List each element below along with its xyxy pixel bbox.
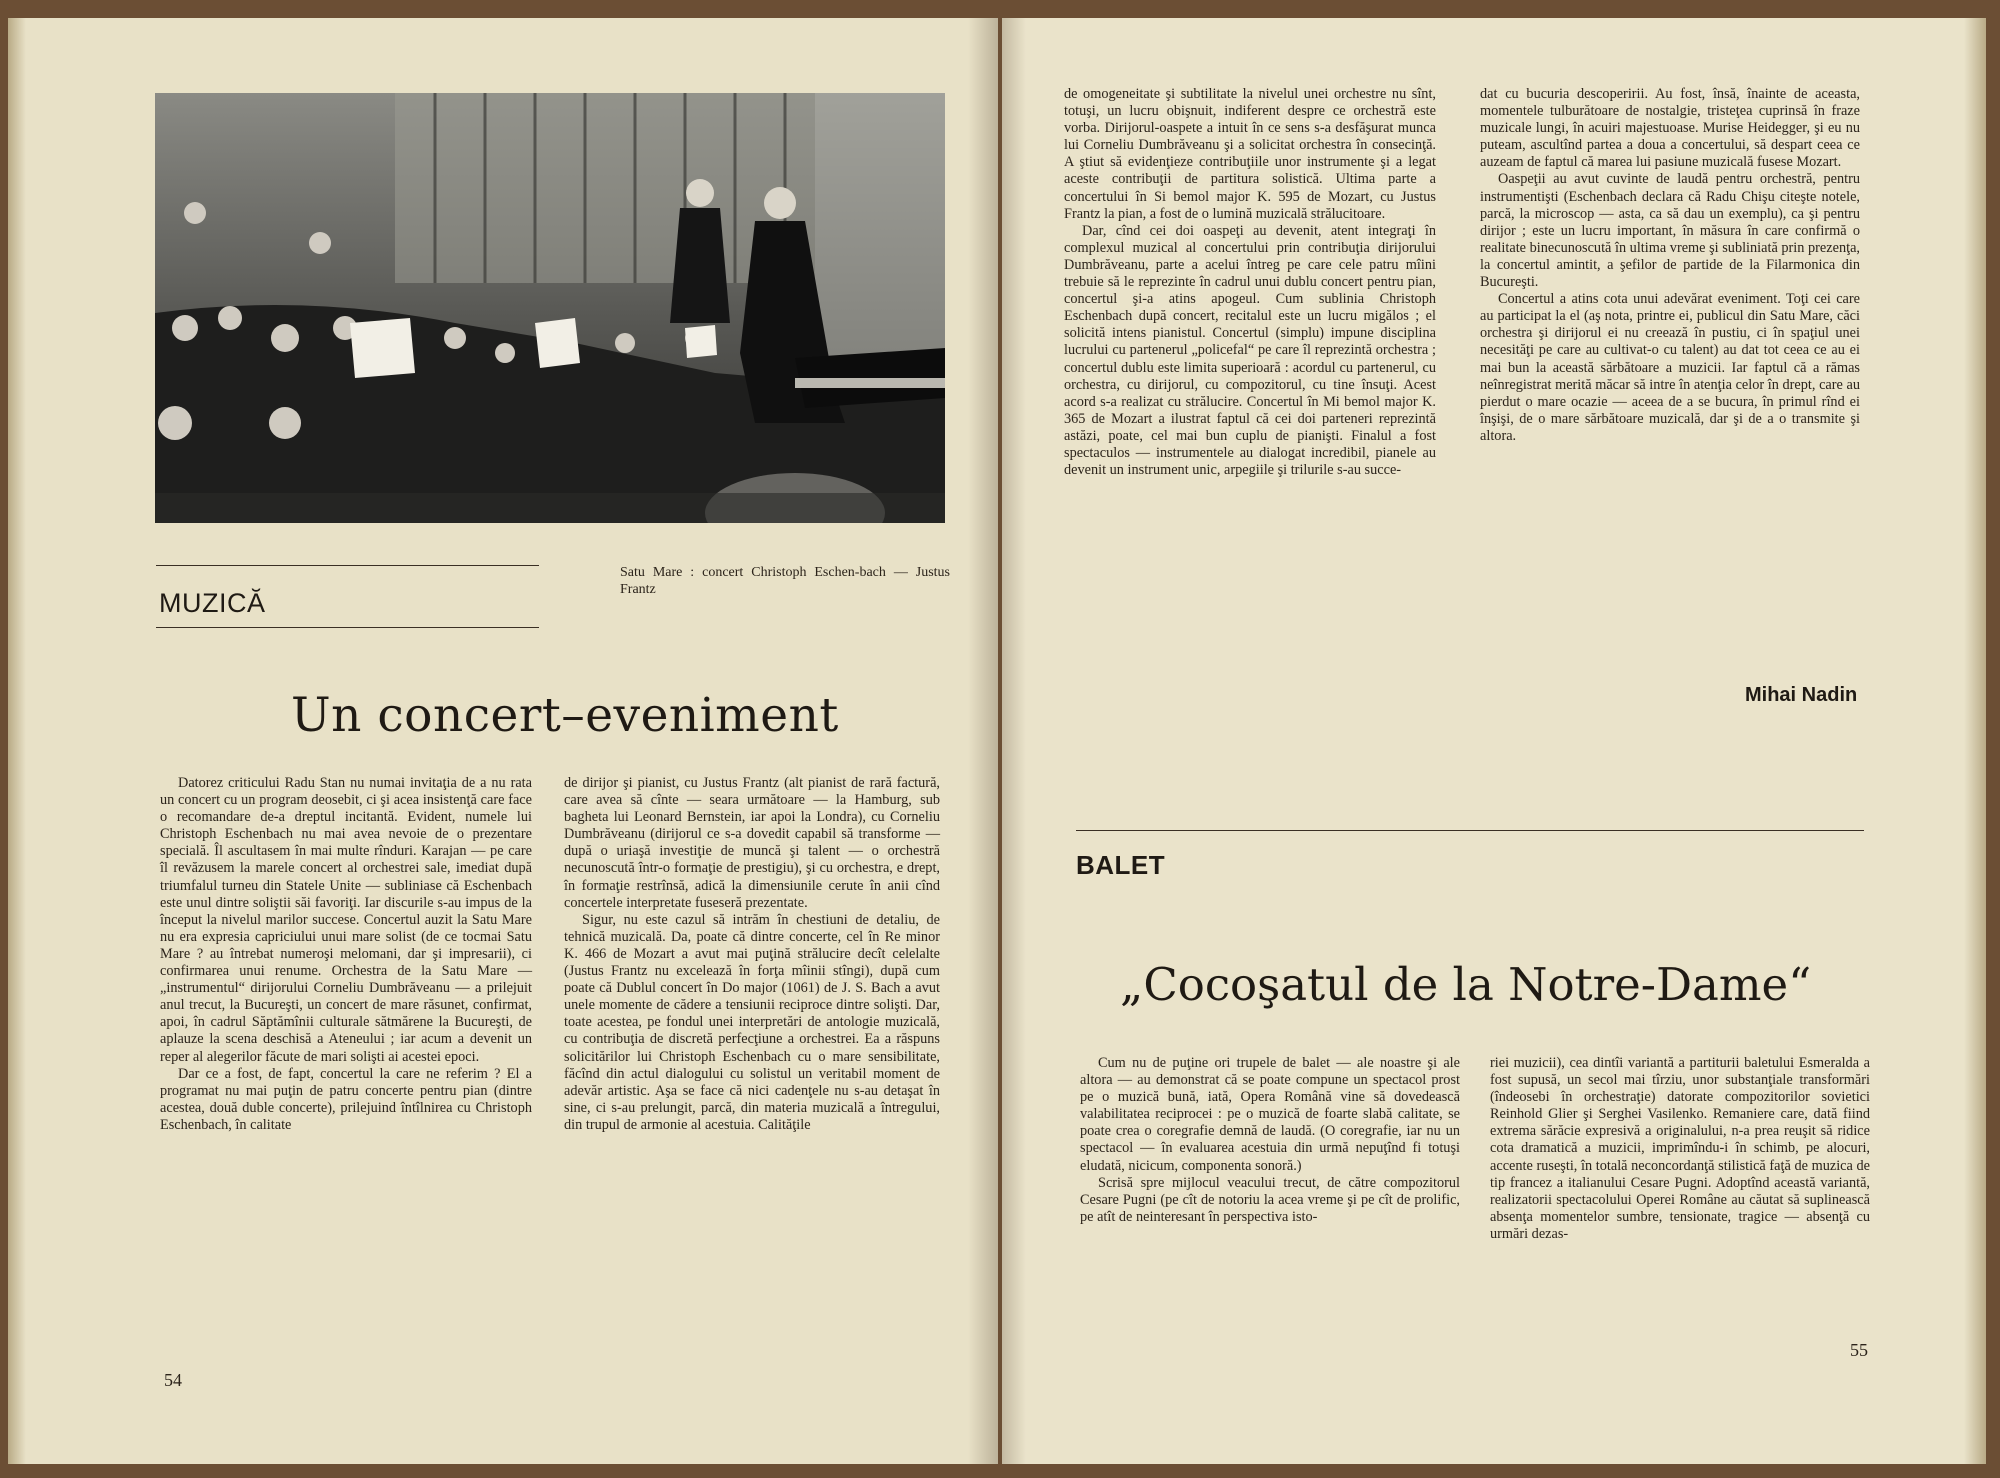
paragraph: Sigur, nu este cazul să intrăm în chestiuni de detaliu, de tehnică muzicală. Da, poate că dintre concerte, cel în Re minor K. 466 de Mozart a avut mai puţină strălucire decît celelalte (Justus Frantz nu excelează în forţa mîinii stîngi), după cum poate că Dublul concert în Do major (1061) de J. S. Bach a avut unele momente de cădere a tensiunii reciproce dintre solişti. Dar, toate acestea, pe fondul unei interpretări de antologie muzicală, cu contribuţia de discretă perfecţiune a orchestrei. Ea a răspuns solicitărilor lui Christoph Eschenbach cu o mare sensibilitate, făcînd din actul dialogului cu solistul un veritabil moment de adevăr artistic. Aşa se face că nici cadenţele nu s-au detaşat în sine, ci s-au prelungit, parcă, din materia muzicală a întregului, din trupul de armonie al acestuia. Calităţile (564, 911, 940, 1133)
article-column-2 (564, 775, 940, 1134)
paragraph: riei muzicii), cea dintîi variantă a partiturii baletului Esmeralda a fost supusă, un secol mai tîrziu, unor substanţiale transformări (îndeosebi în orchestraţie) datorate compozitorilor sovietici Reinhold Glier şi Serghei Vasilenko. Remaniere care, dată fiind extrema sărăcie expresivă a originalului, n-a prea reuşit să ridice cota dramatică a muzicii, imprimîndu-i în schimb, pe alocuri, accente ruseşti, în totală neconcordanţă stilistică faţă de muzica de tip francez a italianului Cesare Pugni. Adoptînd această variantă, realizatorii spectacolului Operei Române au căutat să suplinească absenţa momentelor sumbre, tensionate, tragice — absenţă cu urmări dezas- (1490, 1055, 1870, 1242)
section-label-balet: BALET (1076, 850, 1166, 880)
article-column-5 (1080, 1055, 1460, 1226)
paragraph: dat cu bucuria descoperirii. Au fost, însă, înainte de aceasta, momentele tulburătoare de nostalgie, tristeţea cuprinsă în fraze muzicale lungi, în acuiri majestuoase. Murise Heidegger, şi eu nu puteam, ascultînd partea a doua a concertului, să despart ceea ce auzeam de faptul că marea lui pasiune muzicală fusese Mozart. (1480, 86, 1860, 171)
section-top-rule (1076, 830, 1864, 831)
section-bottom-rule (156, 627, 539, 628)
right-page (1002, 18, 1986, 1464)
paragraph: Datorez criticului Radu Stan nu numai invitaţia de a nu rata un concert cu un program deosebit, ci şi acea insistenţă care face o recomandare de-a dreptul incitantă. Evident, numele lui Christoph Eschenbach nu mai avea nevoie de o prezentare specială. Îl ascultasem în mai multe rînduri. Karajan — pe care îl revăzusem la marele concert al orchestrei sale, imediat după triumfalul turneu din Statele Unite — subliniase că Eschenbach este unul dintre soliştii săi favoriţi. Iar discurile s-au impus de la început la nivelul marilor succese. Concertul auzit la Satu Mare nu era expresia capriciului unui mare solist (de ce tocmai Satu Mare ? au întrebat numeroşi melomani, dar şi impresarii), ci confirmarea unui renume. Orchestra de la Satu Mare — „instrumentul“ dirijorului Corneliu Dumbrăveanu — a prilejuit anul trecut, la Bucureşti, un concert de mare răsunet, confirmat, apoi, în cadrul Săptămînii culturale sătmărene la Bucureşti, de aplauze la scena deschisă a Ateneului ; iar acum a devenit un reper al alegerilor făcute de mari solişti ai acestei epoci. (160, 775, 532, 1065)
article-headline: Un concert–eveniment (291, 688, 839, 743)
article-headline: „Cocoşatul de la Notre-Dame“ (1120, 958, 1812, 1011)
concert-photo (155, 93, 945, 523)
paragraph: Cum nu de puţine ori trupele de balet — ale noastre şi ale altora — au demonstrat că se poate compune un spectacol prost pe o muzică bună, iată, Opera Română vine să dovedească valabilitatea reciprocei : pe o muzică de foarte slabă calitate, se poate crea o coregrafie demnă de laudă. (O coregrafie, iar nu un spectacol — în evaluarea acestuia din urmă nepuţînd fi totuşi eludată, nicicum, componenta sonoră.) (1080, 1055, 1460, 1174)
concert-photo-illustration (155, 93, 945, 523)
article-author: Mihai Nadin (1745, 684, 1858, 706)
page-number: 54 (164, 1370, 182, 1390)
gutter-shadow (1002, 18, 1026, 1464)
paragraph: Scrisă spre mijlocul veacului trecut, de către compozitorul Cesare Pugni (pe cît de notoriu la acea vreme şi pe cît de prolific, pe atît de neinteresant în perspectiva isto- (1080, 1174, 1460, 1225)
article-column-6 (1490, 1055, 1870, 1243)
section-top-rule (156, 565, 539, 566)
article-column-3 (1064, 86, 1436, 479)
left-page (8, 18, 998, 1464)
paragraph: Oaspeţii au avut cuvinte de laudă pentru orchestră, pentru instrumentişti (Eschenbach declara că Radu Chişu citeşte notele, parcă, la microscop — asta, ca să dau un exemplu), ca şi pentru dirijor ; este un lucru important, în măsura în care confirmă o realitate binecunoscută în ultima vreme şi subliniată prin prezenţa, la concertul amintit, a şefilor de partide de la Filarmonica din Bucureşti. (1480, 171, 1860, 291)
article-column-4 (1480, 86, 1860, 445)
photo-caption: Satu Mare : concert Christoph Eschen-bach — Justus Frantz (620, 565, 950, 597)
section-label-muzica: MUZICĂ (159, 588, 266, 618)
paragraph: Concertul a atins cota unui adevărat eveniment. Toţi cei care au participat la el (aş nota, printre ei, publicul din Satu Mare, căci orchestra şi dirijorul ei nu creează în pustiu, ci în spaţiul unei necesităţi pe care au cultivat-o cu talent) au dat tot ceea ce au ei mai bun la această sărbătoare a muzicii. Iar faptul că a rămas neînregistrat merită măcar să intre în atenţia celor în drept, care au pierdut o mare ocazie — aceea de a se bucura, în primul rînd ei înşişi, de o mare sărbătoare muzicală, dar şi de a o transmite şi altora. (1480, 291, 1860, 444)
page-edge (8, 18, 26, 1464)
gutter-shadow (968, 18, 998, 1464)
article-column-1 (160, 775, 532, 1134)
paragraph: de omogeneitate şi subtilitate la nivelul unei orchestre nu sînt, totuşi, un lucru obişnuit, indiferent despre ce orchestră este vorba. Dirijorul-oaspete a intuit în ce sens s-a desfăşurat munca lui Corneliu Dumbrăveanu şi a solicitat orchestra în consecinţă. A ştiut să evidenţieze contribuţiile unor instrumente şi a legat aceste contribuţii de partitura solistică. Ultima parte a concertului în Si bemol major K. 595 de Mozart, cu Justus Frantz la pian, a fost de o lumină muzicală strălucitoare. (1064, 86, 1436, 222)
paragraph: Dar ce a fost, de fapt, concertul la care ne referim ? El a programat nu mai puţin de patru concerte pentru pian (dintre acestea, două duble concerte), prilejuind întîlnirea cu Christoph Eschenbach, în calitate (160, 1065, 532, 1133)
paragraph: de dirijor şi pianist, cu Justus Frantz (alt pianist de rară factură, care avea să cînte — seara următoare — la Hamburg, sub bagheta lui Leonard Bernstein, iar apoi la Londra), cu Corneliu Dumbrăveanu (dirijorul ce s-a dovedit capabil să transforme — după o uriaşă investiţie de muncă şi talent — o orchestră necunoscută într-o formaţie de prestigiu), şi cu orchestra, e drept, în formaţie restrînsă, adică la dimensiunile cerute în anii cînd concertele interpretate fuseseră prezentate. (564, 775, 940, 911)
page-edge (1964, 18, 1986, 1464)
paragraph: Dar, cînd cei doi oaspeţi au devenit, atent integraţi în complexul muzical al concertului prin contribuţia dirijorului Dumbrăveanu, parte a acelui întreg pe care cele patru mîini trebuie să le reprezinte în cadrul unui dublu concert pentru pian, concertul şi-a atins apogeul. Cum sublinia Christoph Eschenbach după concert, recitalul este un lucru migălos ; el solicită intens pianistul. Concertul (simplu) impune disciplina lucrului cu partenerul „policefal“ pe care îl reprezintă orchestra ; concertul dublu este limita superioară : acordul cu partenerul, cu orchestra, cu dirijorul, cu compozitorul, cu tine însuţi. Acest acord s-a realizat cu strălucire. Concertul în Mi bemol major K. 365 de Mozart a ilustrat faptul că cei doi parteneri reprezintă astăzi, poate, cel mai bun cuplu de pianişti. Finalul a fost spectaculos — instrumentele au dialogat incredibil, pianele au devenit un instrument unic, arpegiile şi trilurile s-au succe- (1064, 222, 1436, 479)
page-number: 55 (1850, 1340, 1868, 1360)
